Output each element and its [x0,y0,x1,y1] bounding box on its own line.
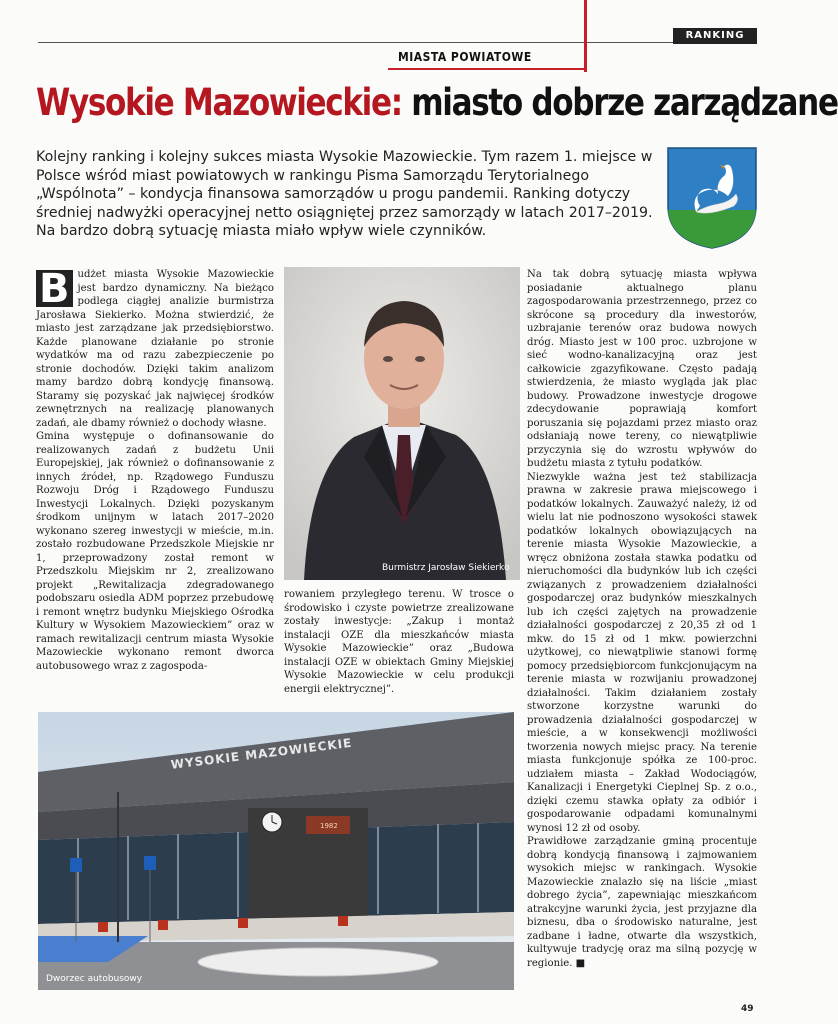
section-underline [388,68,584,70]
title-black-part: miasto dobrze zarządzane [401,81,838,124]
article-title [36,78,838,128]
column-3 [527,268,757,970]
bus-station-photo [38,712,514,990]
title-red-part: Wysokie Mazowieckie: [36,81,402,124]
mayor-portrait-photo [284,267,520,580]
section-label: MIASTA POWIATOWE [398,50,532,64]
col2-paragraph-1: rowaniem przyległego terenu. W trosce o środowisko i czyste powietrze zrealizowane zostały inwestycje: „Zakup i montaż instalacji OZE dla mieszkańców miasta Wysokie Mazowieckie” oraz „Budowa instalacji OZE w obiektach Gminy Miejskiej Wysokie Mazowieckie w celu produkcji energii elektrycznej”. [284,589,514,695]
header-red-divider [584,0,587,72]
col3-paragraph-1: Na tak dobrą sytuację miasta wpływa posiadanie aktualnego planu zagospodarowania przestrzennego, przez co skrócone są procedury dla inwestorów, uzbrajanie terenów oraz budowa nowych dróg. Miasto jest w 100 proc. uzbrojone w sieć wodno-kanalizacyjną oraz jest całkowicie zgazyfikowane. Często padają stwierdzenia, że miasto wygląda jak plac budowy. Prowadzone inwestycje drogowe zdecydowanie poprawiają komfort poruszania się pojazdami przez miasto oraz odsłaniają nowe tereny, co niewątpliwie przyczynia się do wzrostu wpływów do budżetu miasta z tytułu podatków. [527,269,757,469]
col3-paragraph-2: Niezwykle ważna jest też stabilizacja prawna w zakresie prawa miejscowego i podatków lokalnych. Zauważyć należy, iż od wielu lat nie podnoszono wysokości stawek podatków lokalnych obowiązujących na terenie miasta Wysokie Mazowieckie, a wręcz obniżona została stawka podatku od nieruchomości dla budynków lub ich części związanych z prowadzeniem działalności gospodarczej oraz budynków mieszkalnych lub ich części zajętych na prowadzenie działalności gospodarczej z 20,35 zł od 1 mkw. do 15 zł od 1 mkw. powierzchni użytkowej, co niewątpliwie stanowi formę pomocy przedsiębiorcom funkcjonującym na terenie miasta w rozwijaniu prowadzonej działalności. Takim działaniem zostały stworzone korzystne warunki do prowadzenia działalności gospodarczej w mieście, a w konsekwencji możliwości tworzenia nowych miejsc pracy. Na terenie miasta funkcjonuje spółka ze 100-proc. udziałem miasta – Zakład Wodociągów, Kanalizacji i Energetyki Cieplnej Sp. z o.o., dzięki czemu stawka opłaty za odbiór i gospodarowanie odpadami komunalnymi wynosi 12 zł od osoby. [527,471,757,834]
column-2 [284,588,514,696]
mayor-photo-caption: Burmistrz Jarosław Siekierko [382,563,510,573]
col1-paragraph-1: udżet miasta Wysokie Mazowieckie jest bardzo dynamiczny. Na bieżąco podlega ciągłej analizie burmistrza Jarosława Siekierko. Można stwierdzić, że miasto jest zarządzane jak przedsiębiorstwo. Każde planowane działanie po stronie wydatków ma od razu zabezpieczenie po stronie dochodów. Dzięki takim analizom mamy bardzo dobrą kondycję finansową. Staramy się pozyskać jak najwięcej środków zewnętrznych na realizację planowanych zadań, ale dbamy również o dochody własne. [36,269,274,429]
col3-paragraph-3: Prawidłowe zarządzanie gminą procentuje dobrą kondycją finansową i zajmowaniem wysokich miejsc w rankingach. Wysokie Mazowieckie znalazło się na liście „miast dobrego życia”, zapewniając mieszkańcom atrakcyjne warunki życia, jest przyjazne dla biznesu, dba o środowisko naturalne, jest zadbane i ładne, otwarte dla wszystkich, kultywuje tradycję oraz ma silną pozycję w regionie. ■ [527,836,757,969]
header-rule [38,42,756,43]
mayor-portrait-image [284,267,520,580]
coat-of-arms-swan-icon [666,146,758,250]
page-number: 49 [741,1004,754,1014]
article-lead: Kolejny ranking i kolejny sukces miasta Wysokie Mazowieckie. Tym razem 1. miejsce w Polsce wśród miast powiatowych w rankingu Pisma Samorządu Terytorialnego „Wspólnota” – kondycja finansowa samorządów u progu pandemii. Ranking dotyczy średniej nadwyżki operacyjnej netto osiągniętej przez samorządy w latach 2017–2019. Na bardzo dobrą sytuację miasta miało wpływ wiele czynników. [36,149,653,239]
bus-station-caption: Dworzec autobusowy [46,974,143,984]
ranking-tab: RANKING [673,28,757,44]
drop-cap: B [36,270,73,307]
building-sign: WYSOKIE MAZOWIECKIE [170,735,354,772]
plaque-year: 1982 [320,822,338,830]
column-1 [36,268,274,673]
col1-paragraph-2: Gmina występuje o dofinansowanie do realizowanych zadań z budżetu Unii Europejskiej, jak również o dofinansowanie z innych źródeł, np. Rządowego Funduszu Rozwoju Dróg i Rządowego Funduszu Inwestycji Lokalnych. Dzięki pozyskanym środkom unijnym w latach 2017–2020 wykonano szereg inwestycji w mieście, m.in. zostało rozbudowane Przedszkole Miejskie nr 1, przeprowadzony został remont w Przedszkolu Miejskim nr 2, zrealizowano projekt „Rewitalizacja zdegradowanego podobszaru osiedla ADM poprzez przebudowę i remont wnętrz budynku Miejskiego Ośrodka Kultury w Wysokiem Mazowieckiem” oraz w ramach rewitalizacji centrum miasta Wysokie Mazowieckie wykonano remont dworca autobusowego wraz z zagospoda- [36,431,274,672]
